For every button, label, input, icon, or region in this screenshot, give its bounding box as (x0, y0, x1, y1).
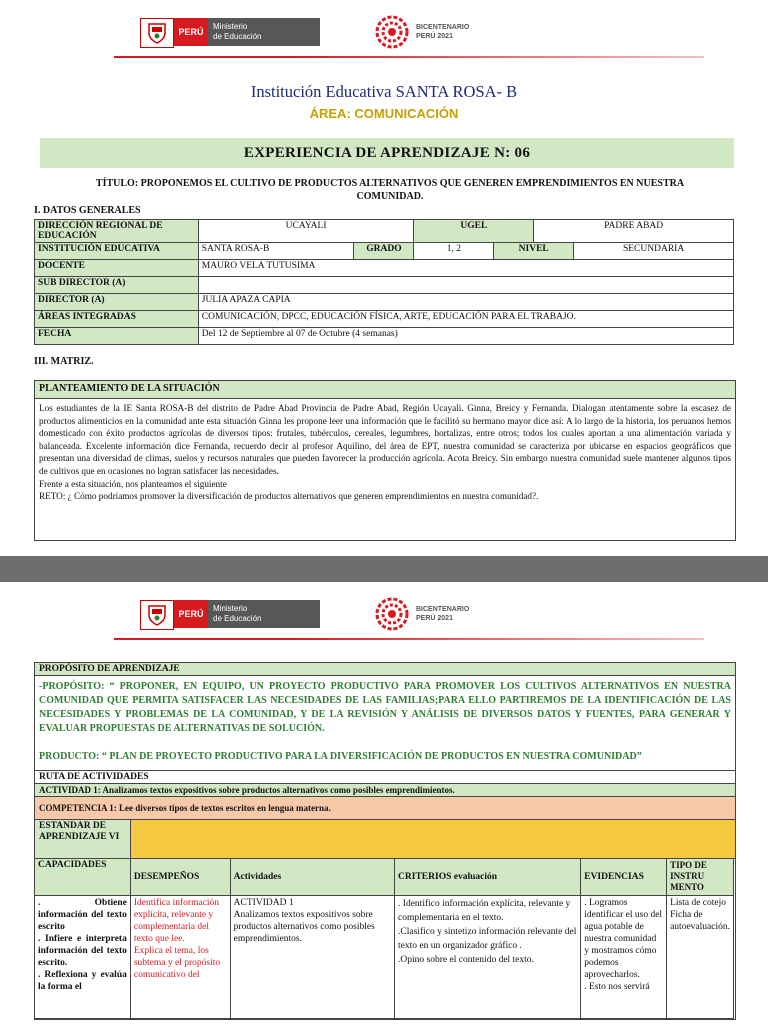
col-desempenos: DESEMPEÑOS (130, 859, 230, 896)
ministerio-label: Ministerio de Educación (208, 600, 320, 628)
page-header-2 (0, 582, 768, 642)
docente-value: MAURO VELA TUTUSIMA (198, 260, 733, 277)
subdirector-label: SUB DIRECTOR (A) (35, 277, 199, 294)
col-evidencias: EVIDENCIAS (581, 859, 667, 896)
datos-generales-heading: I. DATOS GENERALES (34, 205, 141, 216)
nivel-label: NIVEL (494, 243, 574, 260)
situacion-reto: RETO: ¿ Cómo podríamos promover la diversificación de productos alternativos que generen emprendimientos en nuestra comunidad?. (39, 491, 539, 502)
grado-value: 1, 2 (414, 243, 494, 260)
bicentenario-logo: BICENTENARIO PERÚ 2021 (374, 14, 504, 50)
col-criterios: CRITERIOS evaluación (395, 859, 581, 896)
area-title: ÁREA: COMUNICACIÓN (309, 106, 459, 121)
situacion-box (34, 380, 736, 541)
estandar-label: ESTANDAR DE APRENDIZAJE VI (35, 820, 131, 858)
fecha-label: FECHA (35, 328, 199, 345)
ministerio-label: Ministerio de Educación (208, 18, 320, 46)
page-header (0, 0, 768, 60)
competencia-title: COMPETENCIA 1: Lee diversos tipos de textos escritos en lengua materna. (35, 797, 735, 820)
director-label: DIRECTOR (A) (35, 294, 199, 311)
ie-value: SANTA ROSA-B (198, 243, 354, 260)
nivel-value: SECUNDARIA (574, 243, 734, 260)
minedu-logo (140, 600, 320, 628)
datos-generales-table (34, 219, 734, 345)
cell-evidencias: . Logramos identificar el uso del agua potable de nuestra comunidad y mostramos cómo podemos aprovecharlos. . Esto nos servirá (581, 896, 667, 1019)
document-titulo: TÍTULO: PROPONEMOS EL CULTIVO DE PRODUCTOS ALTERNATIVOS QUE GENEREN EMPRENDIMIENTOS EN NUESTRA COMUNIDAD. (95, 178, 685, 202)
docente-label: DOCENTE (35, 260, 199, 277)
subdirector-value (198, 277, 733, 294)
areas-label: ÁREAS INTEGRADAS (35, 311, 199, 328)
ie-label: INSTITUCIÓN EDUCATIVA (35, 243, 199, 260)
col-tipo-instrumento: TIPO DE INSTRU MENTO (667, 859, 734, 896)
estandar-value (131, 820, 735, 858)
situacion-text2: Frente a esta situación, nos planteamos el siguiente (39, 478, 227, 489)
cell-capacidades: . Obtiene información del texto escrito . Infiere e interpreta información del texto escrito. . Reflexiona y evalúa la forma el (35, 896, 131, 1019)
matriz-heading: III. MATRIZ. (34, 356, 94, 367)
peru-shield-icon (140, 18, 174, 48)
situacion-body (35, 399, 735, 506)
capacidades-table (34, 858, 734, 1019)
areas-value: COMUNICACIÓN, DPCC, EDUCACIÓN FÍSICA, ARTE, EDUCACIÓN PARA EL TRABAJO. (198, 311, 733, 328)
col-actividades: Actividades (230, 859, 394, 896)
bicentenario-emblem-icon (374, 14, 410, 50)
fecha-value: Del 12 de Septiembre al 07 de Octubre (4 semanas) (198, 328, 733, 345)
cell-desempenos: Identifica información explícita, relevante y complementaria del texto que lee. Explica el tema, los subtema y el propósito comunicativo del (130, 896, 230, 1019)
bicentenario-logo: BICENTENARIO PERÚ 2021 (374, 596, 504, 632)
col-capacidades: CAPACIDADES (35, 859, 131, 896)
producto-text: PRODUCTO: “ PLAN DE PROYECTO PRODUCTIVO PARA LA DIVERSIFICACIÓN DE PRODUCTOS EN NUESTRA COMUNIDAD” (39, 751, 642, 762)
minedu-logo (140, 18, 320, 46)
institucion-title: Institución Educativa SANTA ROSA- B (250, 82, 518, 101)
proposito-section (34, 662, 736, 1020)
peru-label: PERÚ (174, 600, 208, 628)
proposito-text: -PROPÓSITO: “ PROPONER, EN EQUIPO, UN PROYECTO PRODUCTIVO PARA PROMOVER LOS CULTIVOS ALTERNATIVOS EN NUESTRA COMUNIDAD QUE PERMITA SATISFACER LAS NECESIDADES DE LAS FAMILIAS;PARA ELLO PARTIREMOS DE LA IDENTIFICACIÓN DE LAS NECESIDADES Y PROBLEMAS DE LA COMUNIDAD, Y DE LA REVISIÓN Y ANÁLISIS DE DIVERSOS DATOS Y FUENTES, PARA GENERAR Y EVALUAR PROPUESTAS DE ALTERNATIVAS DE SOLUCIÓN. (39, 681, 731, 734)
cell-tipo-instrumento: Lista de cotejo Ficha de autoevaluación. (667, 896, 734, 1019)
cell-actividades: ACTIVIDAD 1 Analizamos textos expositivos sobre productos alternativos como posibles emprendimientos. (230, 896, 394, 1019)
dre-label: DIRECCIÓN REGIONAL DE EDUCACIÓN (35, 220, 199, 243)
ugel-value: PADRE ABAD (534, 220, 734, 243)
peru-label: PERÚ (174, 18, 208, 46)
proposito-title: PROPÓSITO DE APRENDIZAJE (35, 663, 735, 676)
situacion-title: PLANTEAMIENTO DE LA SITUACIÓN (35, 381, 735, 399)
director-value: JULIA APAZA CAPIA (198, 294, 733, 311)
ruta-title: RUTA DE ACTIVIDADES (35, 771, 735, 784)
peru-shield-icon (140, 600, 174, 630)
bicentenario-emblem-icon (374, 596, 410, 632)
situacion-text: Los estudiantes de la IE Santa ROSA-B del distrito de Padre Abad Provincia de Padre Abad, Región Ucayali. Ginna, Breicy y Fernanda. Dialogan atentamente sobre la escasez de productos alimenticios en la comunidad ante esta situación Ginna les propone leer una información que le facilitó su hermano mayor dice así: A lo largo de la historia, los peruanos hemos domesticado con éxito productos agrícolas de diversos tipos: frutales, tubérculos, cereales, legumbres, hortalizas, entre otros; todos los cuales aportan a una alimentación variada y balanceada. Excelente información dice Fernanda, recuerdo decir al profesor Aquilino, del área de EPT, nuestra comunidad se caracteriza por ubicarse en espacios geográficos que presentan una diversidad de climas, suelos y recursos naturales que pueden favorecer la producción agrícola. Acota Breicy. Sin embargo nuestra comunidad suele mantener algunos tipos de cultivos que en ocasiones no logran satisfacer las necesidades. (39, 403, 731, 476)
grado-label: GRADO (354, 243, 414, 260)
proposito-body (35, 676, 735, 771)
experiencia-title: EXPERIENCIA DE APRENDIZAJE N: 06 (40, 138, 734, 168)
actividad1-title: ACTIVIDAD 1: Analizamos textos expositivos sobre productos alternativos como posibles emprendimientos. (35, 784, 735, 797)
estandar-row (35, 820, 735, 859)
cell-criterios: . Identifico información explícita, relevante y complementaria en el texto. .Clasifico y sintetizo información relevante del texto en un organizador gráfico . .Opino sobre el contenido del texto. (395, 896, 581, 1019)
ugel-label: UGEL (414, 220, 534, 243)
dre-value: UCAYALI (198, 220, 414, 243)
